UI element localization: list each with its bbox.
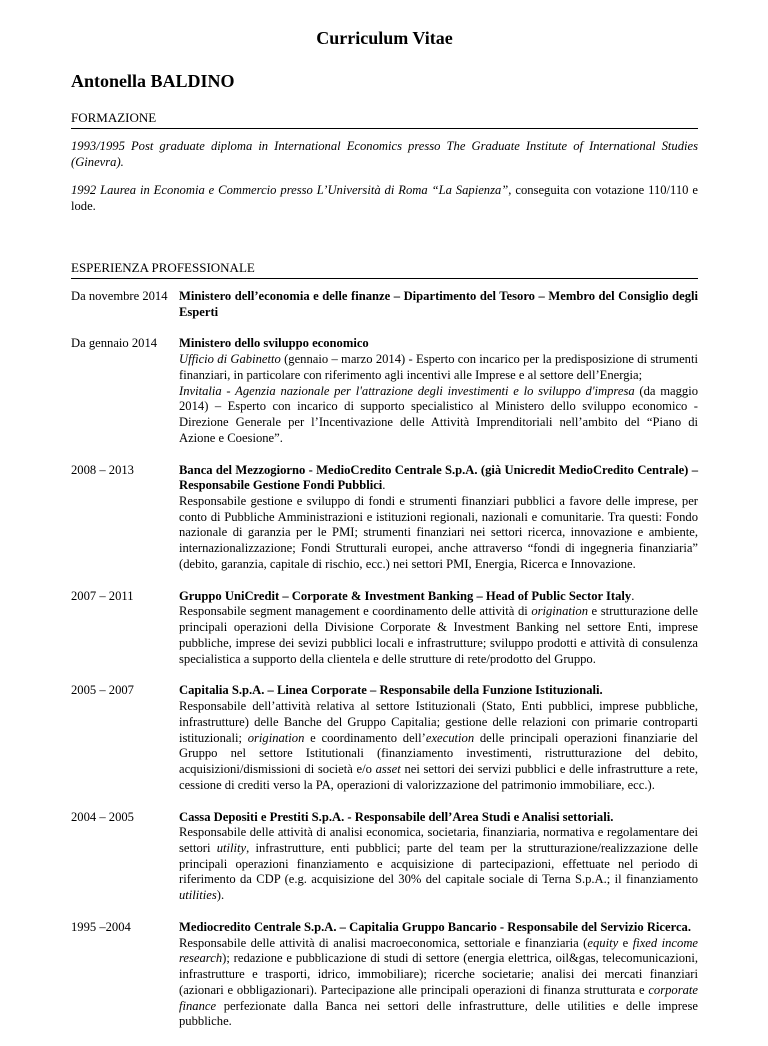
entry-text: Responsabile gestione e sviluppo di fondi e strumenti finanziari pubblici a favore delle imprese, per conto di Pubbliche Amministrazioni e istituzioni regionali, nazionali e comunitarie. Tra questi: Fondo nazionale di garanzia per le PMI; strumenti finanziari nei settori ricerca, innovazione e ambiente, internazionalizzazione; Fondi Strutturali europei, anche attraverso “fondi di ingegneria finanziaria” (debito, garanzia, capitale di rischio, ecc.) nei settori PMI, Energia, Ricerca e Innovazione.: [179, 494, 698, 571]
entry-text: Responsabile dell’attività relativa al settore Istituzionali (Stato, Enti pubblici, imprese pubbliche, infrastrutture) delle Banche del Gruppo Capitalia; gestione delle relazioni con primarie controparti istituzionali; origination e coordinamento dell’execution delle principali operazioni finanziarie del Gruppo nel settore Istitutionali (finanziamento investimenti, ristrutturazione del debito, acquisizioni/dismissioni di società e/o asset nei settori dei servizi pubblici e delle infrastrutture a rete, cessione di crediti verso la PA, operazioni di valorizzazione del patrimonio immobiliare, ecc.).: [179, 699, 698, 792]
experience-entry: [71, 810, 698, 904]
entry-date: 2005 – 2007: [71, 683, 134, 698]
education-item: 1993/1995 Post graduate diploma in International Economics presso The Graduate Institute of International Studies (Ginevra).: [71, 139, 698, 169]
entry-text: Ufficio di Gabinetto (gennaio – marzo 2014) - Esperto con incarico per la predisposizione di strumenti finanziari, in particolare con riferimento agli incentivi alle Imprese e al settore dell’Energia;: [179, 352, 698, 382]
entry-text: Responsabile delle attività di analisi economica, societaria, finanziaria, normativa e regolamentare dei settori utility, infrastrutture, enti pubblici; parte del team per la strutturazione/realizzazione delle principali operazioni finanziamento e acquisizione di partecipazioni, effettuate nel periodo di riferimento da CDP (e.g. acquisizione del 30% del capitale sociale di Terna S.p.A.; il finanziamento utilities).: [179, 825, 698, 903]
section-title-formazione: FORMAZIONE: [71, 110, 698, 129]
candidate-name: Antonella BALDINO: [71, 71, 235, 91]
entry-text: Invitalia - Agenzia nazionale per l'attrazione degli investimenti e lo sviluppo d'impresa (da maggio 2014) – Esperto con incarico di supporto specialistico al Ministero dello sviluppo economico - Direzione Generale per l’Incentivazione delle Attività Imprenditoriali nell’ambito del “Piano di Azione e Coesione”.: [179, 383, 698, 445]
entry-heading-line: Banca del Mezzogiorno - MedioCredito Centrale S.p.A. (già Unicredit MedioCredito Centrale) – Responsabile Gestione Fondi Pubblici.: [179, 462, 698, 493]
entry-text: Responsabile delle attività di analisi macroeconomica, settoriale e finanziaria (equity e fixed income research); redazione e pubblicazione di studi di settore (energia elettrica, oil&gas, telecomunicazioni, infrastrutture e trasporti, idrico, immobiliare); ricerche societarie; analisi dei mercati finanziari (azionari e obbligazionari). Partecipazione alle principali operazioni di finanza strutturata e corporate finance perfezionate dalla Banca nei settori delle infrastrutture, delle utilities e delle imprese pubbliche.: [179, 935, 699, 1029]
experience-entry: [71, 683, 698, 793]
entry-heading: Ministero dell’economia e delle finanze – Dipartimento del Tesoro – Membro del Consiglio degli Esperti: [179, 288, 698, 319]
experience-entry: [71, 463, 698, 573]
cv-page: [71, 28, 698, 1046]
entry-date: 2008 – 2013: [71, 462, 134, 477]
entry-date: Da gennaio 2014: [71, 336, 158, 351]
experience-entry: [71, 920, 698, 1030]
entry-heading: Ministero dello sviluppo economico: [179, 336, 369, 351]
document-title: Curriculum Vitae: [316, 28, 453, 48]
entry-date: 1995 –2004: [71, 919, 131, 934]
experience-entry: [71, 336, 698, 446]
education-item: 1992 Laurea in Economia e Commercio presso L’Università di Roma “La Sapienza”, conseguita con votazione 110/110 e lode.: [71, 183, 698, 214]
entry-heading: Capitalia S.p.A. – Linea Corporate – Responsabile della Funzione Istituzionali.: [179, 683, 603, 698]
entry-date: Da novembre 2014: [71, 288, 168, 303]
entry-heading: Cassa Depositi e Prestiti S.p.A. - Responsabile dell’Area Studi e Analisi settoriali.: [179, 809, 614, 824]
section-title-esperienza: ESPERIENZA PROFESSIONALE: [71, 260, 698, 279]
experience-entry: [71, 589, 698, 668]
entry-heading: Mediocredito Centrale S.p.A. – Capitalia Gruppo Bancario - Responsabile del Servizio Ricerca.: [179, 919, 691, 934]
entry-text: Responsabile segment management e coordinamento delle attività di origination e strutturazione delle principali operazioni della Divisione Corporate & Investment Banking nel settore Enti, imprese pubbliche, imprese dei sevizi pubblici locali e infrastrutture; sviluppo prodotti e attività di consulenza specialistica a supporto della clientela e delle strutture di rete/prodotto del Gruppo.: [179, 604, 698, 666]
entry-date: 2004 – 2005: [71, 809, 134, 824]
entry-heading-line: Gruppo UniCredit – Corporate & Investment Banking – Head of Public Sector Italy.: [179, 588, 635, 603]
experience-entry: [71, 289, 698, 320]
formazione-section: [71, 139, 698, 215]
entry-date: 2007 – 2011: [71, 588, 134, 603]
